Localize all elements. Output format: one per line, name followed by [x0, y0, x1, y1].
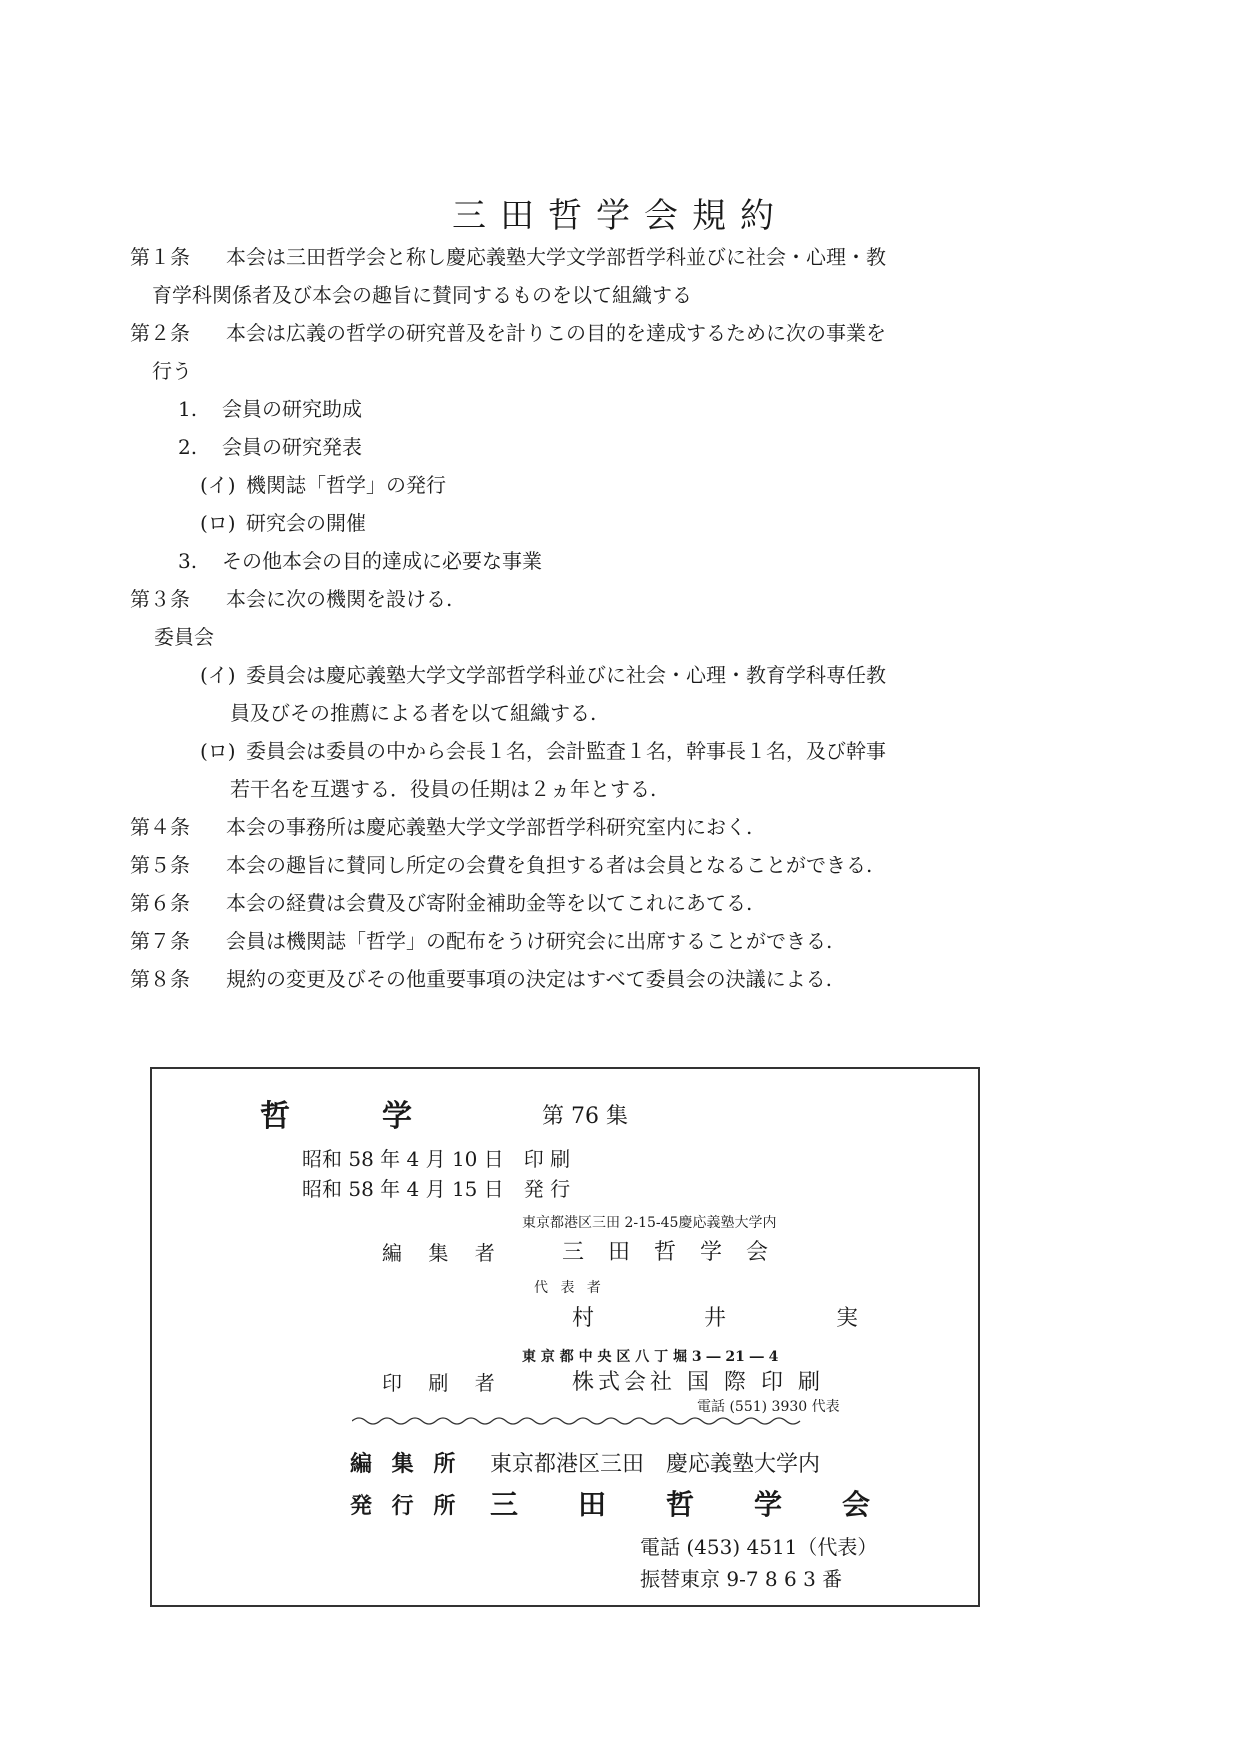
list-item: 3. その他本会の目的達成に必要な事業	[178, 549, 542, 573]
article-number: 第１条	[130, 245, 190, 269]
publisher-label: 発 行 所	[350, 1493, 462, 1519]
sub-item: (ロ) 研究会の開催	[200, 511, 366, 535]
article-4: 第４条 本会の事務所は慶応義塾大学文学部哲学科研究室内におく.	[130, 808, 1010, 846]
representative-name: 村井実	[572, 1306, 969, 1331]
sub-item: (イ) 機関誌「哲学」の発行	[200, 473, 446, 497]
issue-date: 昭和 58 年 4 月 15 日 発 行	[302, 1177, 571, 1201]
editor-address: 東京都港区三田 2-15-45慶応義塾大学内	[522, 1215, 777, 1231]
article-number: 第８条	[130, 967, 190, 991]
article-number: 第５条	[130, 853, 190, 877]
sub-item: (ロ) 委員会は委員の中から会長１名，会計監査１名，幹事長１名，及び幹事 若干名を互選する．役員の任期は２ヵ年とする.	[200, 739, 886, 801]
transfer-account: 振替東京 9-7 8 6 3 番	[640, 1567, 843, 1591]
committee-heading: 委員会	[154, 625, 214, 649]
article-number: 第４条	[130, 815, 190, 839]
print-date: 昭和 58 年 4 月 10 日 印 刷	[302, 1147, 571, 1171]
colophon-box	[150, 1067, 980, 1607]
article-5: 第５条 本会の趣旨に賛同し所定の会費を負担する者は会員となることができる.	[130, 846, 1010, 884]
article-3: 第３条 本会に次の機関を設ける.	[130, 580, 1010, 618]
printer-address: 東 京 都 中 央 区 八 丁 堀 3 ― 21 ― 4	[522, 1349, 779, 1365]
representative-label: 代 表 者	[534, 1280, 605, 1296]
publisher-name: 三田哲学会	[490, 1488, 931, 1521]
list-item: 1. 会員の研究助成	[178, 397, 362, 421]
article-8: 第８条 規約の変更及びその他重要事項の決定はすべて委員会の決議による.	[130, 960, 1010, 998]
magazine-title: 哲 学	[260, 1099, 414, 1134]
printer-name: 株式会社 国 際 印 刷	[572, 1370, 824, 1395]
wavy-divider	[352, 1414, 802, 1428]
sub-item: (イ) 委員会は慶応義塾大学文学部哲学科並びに社会・心理・教育学科専任教 員及びその推薦による者を以て組織する.	[200, 663, 886, 725]
article-number: 第７条	[130, 929, 190, 953]
article-2: 第２条 本会は広義の哲学の研究普及を計りこの目的を達成するために次の事業を 行う	[130, 314, 1010, 390]
article-6: 第６条 本会の経費は会費及び寄附金補助金等を以てこれにあてる.	[130, 884, 1010, 922]
article-7: 第７条 会員は機関誌「哲学」の配布をうけ研究会に出席することができる.	[130, 922, 1010, 960]
article-number: 第２条	[130, 321, 190, 345]
editor-name: 三田哲学会	[562, 1240, 793, 1265]
volume-number: 第 76 集	[542, 1104, 628, 1129]
list-item: 2. 会員の研究発表	[178, 435, 362, 459]
article-number: 第６条	[130, 891, 190, 915]
printer-phone: 電話 (551) 3930 代表	[697, 1399, 840, 1415]
page-title: 三田哲学会規約	[452, 196, 788, 236]
office-address: 東京都港区三田 慶応義塾大学内	[490, 1452, 821, 1477]
article-1: 第１条 本会は三田哲学会と称し慶応義塾大学文学部哲学科並びに社会・心理・教 育学科関係者及び本会の趣旨に賛同するものを以て組織する	[130, 238, 1010, 314]
editor-label: 編 集 者	[382, 1241, 505, 1265]
printer-label: 印 刷 者	[382, 1371, 505, 1395]
office-label: 編 集 所	[350, 1451, 462, 1477]
article-number: 第３条	[130, 587, 190, 611]
publisher-phone: 電話 (453) 4511（代表）	[640, 1535, 878, 1559]
rules-section	[130, 238, 1010, 998]
